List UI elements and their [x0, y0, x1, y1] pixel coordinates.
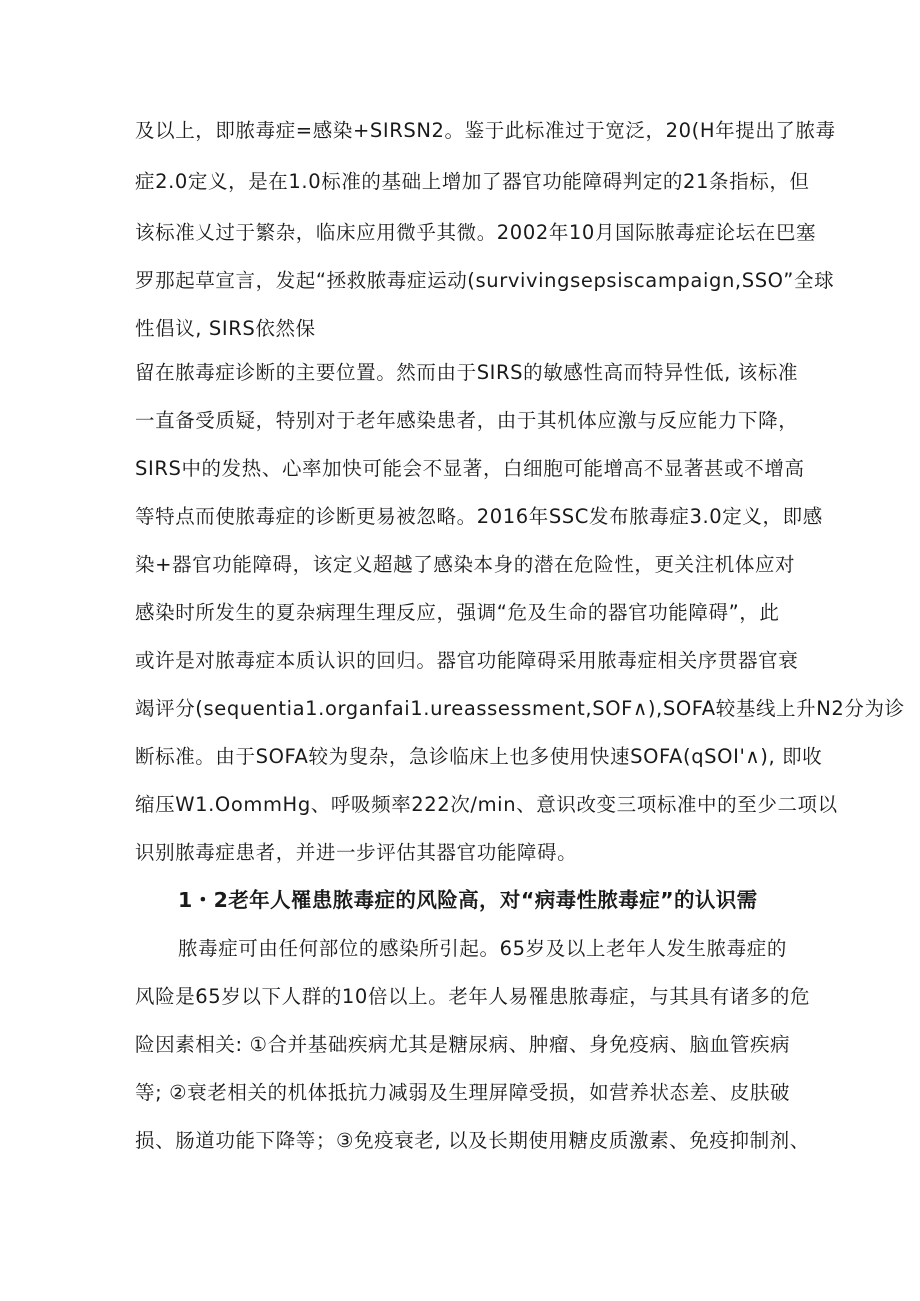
- paragraph-line: 性倡议, SIRS依然保: [135, 317, 316, 340]
- paragraph-line: 该标准乂过于繁杂，临床应用微乎其微。2002年10月国际脓毒症论坛在巴塞: [135, 221, 817, 244]
- paragraph-line: 脓毒症可由任何部位的感染所引起。65岁及以上老年人发生脓毒症的: [178, 937, 787, 960]
- paragraph-line: 等; ②衰老相关的机体抵抗力减弱及生理屏障受损，如营养状态差、皮肤破: [135, 1081, 791, 1104]
- paragraph-line: 断标准。由于SOFA较为叟杂，急诊临床上也多使用快速SOFA(qSOI'∧), 即收: [135, 745, 823, 768]
- section-heading: 1・2老年人罹患脓毒症的风险高，对“病毒性脓毒症”的认识需: [178, 888, 758, 912]
- paragraph-line: 一直备受质疑，特别对于老年感染患者，由于其机体应激与反应能力下降，: [135, 409, 799, 432]
- paragraph-line: SIRS中的发热、心率加快可能会不显著，白细胞可能增高不显著甚或不增高: [135, 457, 805, 480]
- paragraph-line: 险因素相关: ①合并基础疾病尤其是糖尿病、肿瘤、身免疫病、脑血管疾病: [135, 1033, 791, 1056]
- paragraph-line: 或许是对脓毒症本质认识的回归。器官功能障碍采用脓毒症相关序贯器官衰: [135, 649, 799, 672]
- paragraph-line: 染+器官功能障碍，该定义超越了感染本身的潜在危险性，更关注机体应对: [135, 553, 796, 576]
- paragraph-line: 及以上，即脓毒症=感染+SIRSN2。鉴于此标准过于宽泛，20(H年提出了脓毒: [135, 119, 836, 142]
- paragraph-line: 风险是65岁以下人群的10倍以上。老年人易罹患脓毒症，与其具有诸多的危: [135, 985, 811, 1008]
- paragraph-line: 识别脓毒症患者，并进一步评估其器官功能障碍。: [135, 841, 578, 864]
- paragraph-line: 罗那起草宣言，发起“拯救脓毒症运动(survivingsepsiscampaign,SSO”全球: [135, 269, 835, 292]
- paragraph-line: 等特点而使脓毒症的诊断更易被忽略。2016年SSC发布脓毒症3.0定义，即感: [135, 505, 823, 528]
- paragraph-line: 症2.0定义，是在1.0标准的基础上增加了器官功能障碍判定的21条指标，但: [135, 170, 810, 193]
- paragraph-line: 损、肠道功能下降等；③免疫衰老, 以及长期使用糖皮质激素、免疫抑制剂、: [135, 1129, 810, 1152]
- paragraph-line: 竭评分(sequentia1.organfai1.ureassessment,SOF∧),SOFA较基线上升N2分为诊: [135, 697, 905, 720]
- paragraph-line: 留在脓毒症诊断的主要位置。然而由于SIRS的敏感性高而特异性低, 该标准: [135, 361, 799, 384]
- paragraph-line: 缩压W1.OommHg、呼吸频率222次/min、意识改变三项标准中的至少二项以: [135, 793, 838, 816]
- paragraph-line: 感染时所发生的夏杂病理生理反应，强调“危及生命的器官功能障碍”，此: [135, 601, 780, 624]
